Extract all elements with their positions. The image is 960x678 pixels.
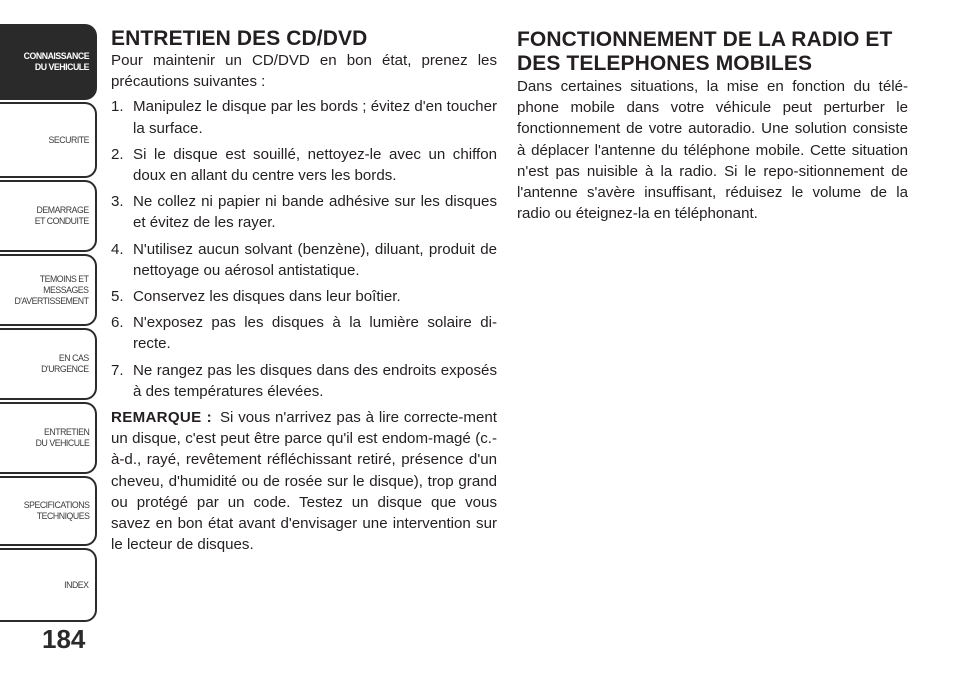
tab-label: INDEX [64,579,89,591]
tab-label: ENTRETIEN DU VEHICULE [35,427,89,449]
list-item [111,286,497,307]
tab-temoins-et-messages[interactable] [0,254,97,326]
page-number: 184 [42,624,86,654]
item-number: 2. [111,145,124,163]
item-number: 1. [111,98,124,116]
remark-label: REMARQUE : [111,409,212,427]
tab-specifications-techniques[interactable] [0,476,97,546]
tab-en-cas-d-urgence[interactable] [0,328,97,400]
item-number: 3. [111,193,124,211]
item-text: Si le disque est souillé, nettoyez-le avec un chiffon doux en allant du centre vers les bords. [133,145,497,185]
tab-connaissance-du-vehicule[interactable] [0,24,97,100]
tab-index[interactable] [0,548,97,622]
tab-label: CONNAISSANCE DU VEHICULE [23,51,89,73]
intro-paragraph: Pour maintenir un CD/DVD en bon état, prenez les précautions suivantes : [111,52,497,91]
item-number: 4. [111,240,124,258]
list-item [111,360,497,402]
item-text: Conservez les disques dans leur boîtier. [133,288,401,306]
item-text: Manipulez le disque par les bords ; évitez d'en toucher la surface. [133,98,497,137]
tab-entretien-du-vehicule[interactable] [0,402,97,474]
remark-text: Si vous n'arrivez pas à lire correcte-ment un disque, c'est peut être parce qu'il est endom-magé (c.-à-d., rayé, revêtement réfléchissant retiré, présence d'un cheveu, d'humidité ou de rosée sur le disque), trop grand ou protégé par un code. Testez un disque que vous savez en bon état avant d'envisager une intervention sur le lecteur de disques. [111,409,497,554]
tab-label: DEMARRAGE ET CONDUITE [34,205,89,227]
item-text: Ne collez ni papier ni bande adhésive sur les disques et évitez de les rayer. [133,193,497,232]
left-column [111,28,497,555]
section-title-cd-dvd: ENTRETIEN DES CD/DVD [111,27,368,50]
right-column [517,28,908,224]
item-number: 6. [111,314,124,332]
tab-label: SECURITE [48,134,89,146]
remark-paragraph [111,407,497,555]
item-number: 7. [111,361,124,379]
list-item [111,191,497,233]
tab-demarrage-et-conduite[interactable] [0,180,97,252]
care-list [111,96,497,402]
list-item [111,96,497,138]
item-text: N'exposez pas les disques à la lumière solaire di-recte. [133,314,497,353]
list-item [111,239,497,281]
item-number: 5. [111,288,124,306]
tab-label: EN CAS D'URGENCE [41,353,89,375]
tab-label: TEMOINS ET MESSAGES D'AVERTISSEMENT [14,273,89,307]
tab-securite[interactable] [0,102,97,178]
list-item [111,144,497,186]
item-text: Ne rangez pas les disques dans des endroits exposés à des températures élevées. [133,361,497,400]
body-paragraph: Dans certaines situations, la mise en fonction du télé-phone mobile dans votre véhicule peut perturber le fonctionnement de votre autoradio. Une solution consiste à déplacer l'antenne du téléphone mobile. Cette situation n'est pas nuisible à la radio. Si le repo-sitionnement de l'antenne s'avère insuffisant, réduisez le volume de la radio ou éteignez-la en téléphonant. [517,78,908,223]
section-title-radio-mobile: FONCTIONNEMENT DE LA RADIO ET DES TELEPHONES MOBILES [517,28,893,75]
item-text: N'utilisez aucun solvant (benzène), diluant, produit de nettoyage ou aérosol antistatique. [133,240,497,279]
tab-label: SPECIFICATIONS TECHNIQUES [23,500,89,522]
list-item [111,312,497,354]
